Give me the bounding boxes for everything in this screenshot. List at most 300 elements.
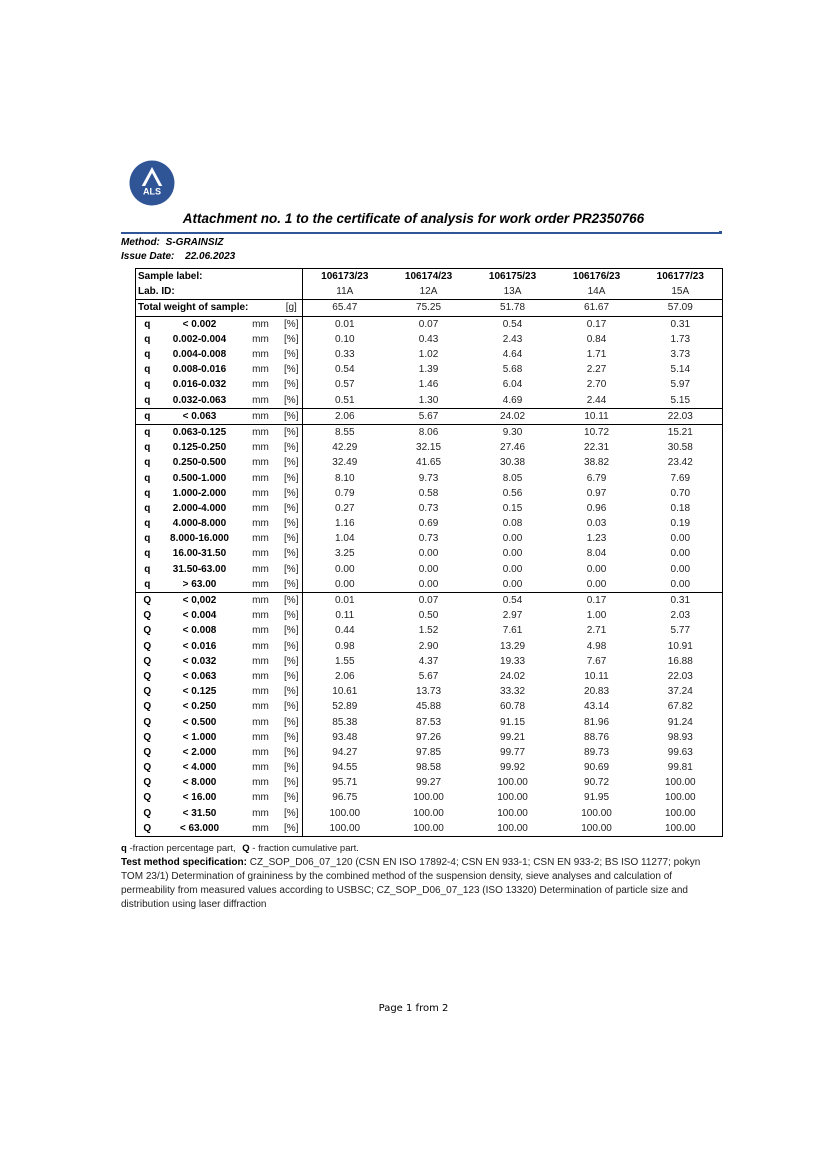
- fraction-value-3: 0.00: [502, 578, 523, 590]
- fraction-symbol: Q: [143, 792, 152, 804]
- fraction-range: < 0.063: [159, 408, 241, 424]
- method-line: [121, 237, 223, 248]
- fraction-value-5: 5.77: [670, 625, 691, 637]
- fraction-range: < 31.50: [182, 807, 217, 819]
- fraction-value-3: 99.77: [500, 746, 526, 758]
- fraction-value-2: 5.67: [418, 670, 439, 682]
- unit-percent: [%]: [281, 424, 303, 440]
- fraction-value-1: 42.29: [332, 442, 358, 454]
- fraction-value-4: 4.98: [586, 640, 607, 652]
- lab-id-2: 12A: [419, 286, 438, 298]
- fraction-row: [136, 592, 723, 608]
- fraction-symbol: Q: [143, 731, 152, 743]
- unit-percent: [%]: [281, 699, 303, 714]
- fraction-value-3: 8.05: [502, 472, 523, 484]
- unit-percent: [%]: [281, 714, 303, 729]
- fraction-value-5: 0.00: [670, 563, 691, 575]
- unit-mm: mm: [252, 610, 269, 622]
- fraction-value-3: 9.30: [471, 424, 555, 440]
- fraction-row: [136, 821, 723, 837]
- fraction-value-1: 100.00: [329, 822, 361, 834]
- lab-id-heading: Lab. ID:: [136, 284, 303, 300]
- fraction-range: < 0.002: [182, 318, 217, 330]
- fraction-row: [136, 486, 723, 501]
- unit-percent: [%]: [281, 775, 303, 790]
- fraction-value-3: 24.02: [471, 408, 555, 424]
- fraction-row: [136, 362, 723, 377]
- fraction-symbol: Q: [143, 777, 152, 789]
- unit-percent: [%]: [281, 577, 303, 593]
- fraction-symbol: q: [144, 457, 151, 469]
- fraction-row: [136, 623, 723, 638]
- fraction-value-3: 0.54: [471, 592, 555, 608]
- unit-mm: mm: [241, 592, 281, 608]
- fraction-row: [136, 440, 723, 455]
- fraction-value-4: 20.83: [584, 686, 610, 698]
- sample-label-5: 106177/23: [656, 271, 704, 283]
- fraction-value-2: 5.67: [387, 408, 471, 424]
- fraction-value-1: 0.00: [335, 563, 355, 575]
- fraction-value-2: 41.65: [416, 457, 442, 469]
- fraction-value-5: 100.00: [664, 777, 696, 789]
- fraction-value-4: 10.11: [584, 670, 609, 682]
- fraction-value-4: 0.97: [586, 487, 607, 499]
- unit-percent: [%]: [281, 377, 303, 392]
- fraction-value-2: 97.85: [416, 746, 442, 758]
- fraction-value-3: 100.00: [497, 807, 528, 819]
- fraction-value-2: 97.26: [416, 731, 442, 743]
- fraction-value-3: 0.00: [502, 563, 523, 575]
- fraction-value-1: 2.06: [303, 408, 387, 424]
- fraction-value-2: 100.00: [413, 792, 444, 804]
- fraction-range: 0.002-0.004: [172, 333, 227, 345]
- unit-percent: [%]: [281, 486, 303, 501]
- fraction-value-5: 23.42: [667, 457, 693, 469]
- fraction-value-2: 2.90: [418, 640, 439, 652]
- fraction-value-4: 6.79: [586, 472, 607, 484]
- unit-mm: mm: [252, 502, 269, 514]
- fraction-row: [136, 377, 723, 392]
- fraction-value-4: 0.96: [586, 502, 607, 514]
- fraction-symbol: q: [144, 442, 151, 454]
- fraction-value-3: 24.02: [500, 670, 526, 682]
- fraction-range: 16.00-31.50: [172, 548, 227, 560]
- fraction-symbol: q: [144, 533, 151, 545]
- sample-label-2: 106174/23: [404, 271, 453, 283]
- fraction-range: > 63.00: [182, 578, 217, 590]
- title-divider-end: [719, 231, 722, 234]
- total-weight-4: 61.67: [555, 300, 639, 316]
- unit-percent: [%]: [281, 332, 303, 347]
- fraction-row: [136, 745, 723, 760]
- fraction-value-1: 0.10: [335, 333, 355, 345]
- unit-mm: mm: [252, 762, 269, 774]
- fraction-symbol: Q: [143, 625, 152, 637]
- fraction-value-5: 3.73: [670, 349, 691, 361]
- fraction-value-4: 43.14: [584, 701, 610, 713]
- fraction-value-2: 9.73: [418, 472, 439, 484]
- fraction-symbol: q: [144, 379, 151, 391]
- fraction-symbol: q: [144, 502, 151, 514]
- spec-text: CZ_SOP_D06_07_120 (CSN EN ISO 17892-4; CSN EN 933-1; CSN EN 933-2; BS ISO 11277; pokyn TOM 23/1) Determination of graininess by the combined method of the suspension density, sieve analyses and calculation of permeability from measured values according to USBSC; CZ_SOP_D06_07_123 (ISO 13320) Determination of particle size and distribution using laser diffraction: [121, 857, 701, 910]
- unit-mm: mm: [252, 349, 269, 361]
- fraction-symbol: Q: [136, 592, 159, 608]
- fraction-value-1: 1.04: [335, 533, 355, 545]
- total-weight-1: 65.47: [303, 300, 387, 316]
- document-title: Attachment no. 1 to the certificate of analysis for work order PR2350766: [182, 211, 645, 226]
- fraction-symbol: Q: [143, 716, 152, 728]
- fraction-value-2: 0.73: [418, 533, 439, 545]
- fraction-value-4: 2.70: [586, 379, 607, 391]
- footnote-q-text: -fraction percentage part,: [126, 843, 236, 854]
- unit-percent: [%]: [281, 745, 303, 760]
- fraction-value-2: 98.58: [416, 762, 442, 774]
- fraction-value-5: 5.15: [670, 394, 691, 406]
- fraction-row: [136, 775, 723, 790]
- fraction-range: 0.500-1.000: [172, 472, 227, 484]
- fraction-row: [136, 408, 723, 424]
- fraction-row: [136, 424, 723, 440]
- fraction-symbol: Q: [143, 670, 152, 682]
- fraction-value-2: 100.00: [413, 822, 444, 834]
- fraction-value-4: 0.03: [586, 518, 607, 530]
- unit-percent: [%]: [281, 440, 303, 455]
- fraction-value-2: 0.50: [418, 610, 439, 622]
- fraction-value-4: 89.73: [584, 746, 610, 758]
- fraction-value-5: 1.73: [670, 333, 691, 345]
- fraction-value-3: 2.43: [502, 333, 523, 345]
- fraction-value-2: 0.58: [418, 487, 439, 499]
- test-method-specification: [121, 856, 721, 912]
- lab-id-row: [136, 284, 723, 300]
- fraction-range: 0.008-0.016: [172, 364, 227, 376]
- fraction-range: 0.250-0.500: [172, 457, 227, 469]
- fraction-value-3: 6.04: [502, 379, 523, 391]
- fraction-value-4: 8.04: [586, 548, 607, 560]
- fraction-row: [136, 639, 723, 654]
- unit-percent: [%]: [281, 592, 303, 608]
- fraction-value-3: 100.00: [497, 822, 528, 834]
- fraction-value-1: 95.71: [332, 777, 358, 789]
- unit-percent: [%]: [281, 516, 303, 531]
- fraction-value-1: 94.55: [332, 762, 358, 774]
- footnote-q-symbol: q: [121, 843, 127, 854]
- fraction-symbol: q: [144, 548, 151, 560]
- total-weight-heading: Total weight of sample:: [136, 300, 281, 316]
- sample-label-3: 106175/23: [488, 271, 537, 283]
- fraction-row: [136, 790, 723, 805]
- issue-date-label: Issue Date:: [121, 251, 175, 262]
- unit-percent: [%]: [281, 470, 303, 485]
- footnote-Q-symbol: Q: [242, 843, 250, 854]
- unit-mm: mm: [252, 487, 269, 499]
- fraction-value-5: 10.91: [667, 640, 693, 652]
- fraction-value-3: 0.56: [502, 487, 523, 499]
- unit-mm: mm: [252, 777, 269, 789]
- unit-mm: mm: [252, 442, 269, 454]
- unit-mm: mm: [252, 548, 269, 560]
- fraction-value-4: 100.00: [581, 822, 612, 834]
- fraction-value-4: 0.17: [555, 592, 639, 608]
- fraction-value-1: 0.11: [335, 610, 355, 622]
- fraction-value-1: 94.27: [332, 746, 358, 758]
- fraction-value-1: 0.57: [335, 379, 355, 391]
- fraction-symbol: q: [144, 578, 151, 590]
- fraction-value-5: 15.21: [639, 424, 723, 440]
- fraction-symbol: Q: [143, 640, 152, 652]
- fraction-value-1: 10.61: [332, 686, 358, 698]
- fraction-value-1: 52.89: [332, 701, 358, 713]
- fraction-value-3: 4.64: [502, 349, 523, 361]
- fraction-row: [136, 516, 723, 531]
- fraction-value-1: 8.10: [335, 472, 355, 484]
- fraction-value-5: 0.70: [670, 487, 691, 499]
- fraction-value-2: 0.73: [418, 502, 439, 514]
- unit-percent: [%]: [281, 730, 303, 745]
- fraction-range: < 16.00: [182, 792, 217, 804]
- method-label: Method:: [121, 237, 160, 248]
- unit-mm: mm: [252, 472, 269, 484]
- fraction-value-1: 0.00: [335, 578, 355, 590]
- fraction-footnote: [121, 843, 359, 854]
- unit-mm: mm: [252, 792, 269, 804]
- fraction-value-4: 2.44: [586, 394, 607, 406]
- fraction-value-5: 0.31: [670, 318, 691, 330]
- fraction-value-5: 0.00: [670, 578, 691, 590]
- fraction-row: [136, 608, 723, 623]
- fraction-value-3: 99.92: [500, 762, 526, 774]
- fraction-row: [136, 760, 723, 775]
- fraction-value-2: 1.39: [418, 364, 439, 376]
- unit-percent: [%]: [281, 669, 303, 684]
- fraction-value-5: 2.03: [670, 610, 691, 622]
- fraction-row: [136, 714, 723, 729]
- fraction-row: [136, 730, 723, 745]
- fraction-value-4: 1.71: [586, 349, 607, 361]
- fraction-range: 0.125-0.250: [172, 442, 227, 454]
- fraction-range: 1.000-2.000: [172, 487, 227, 499]
- fraction-value-5: 100.00: [664, 792, 696, 804]
- fraction-value-3: 0.00: [502, 533, 523, 545]
- fraction-range: 0.032-0.063: [172, 394, 227, 406]
- fraction-value-3: 100.00: [497, 792, 528, 804]
- fraction-value-5: 37.24: [667, 686, 693, 698]
- unit-percent: [%]: [281, 393, 303, 409]
- unit-percent: [%]: [281, 546, 303, 561]
- fraction-range: < 1.000: [182, 731, 217, 743]
- fraction-value-1: 0.44: [335, 625, 355, 637]
- fraction-value-3: 60.78: [500, 701, 526, 713]
- unit-mm: mm: [252, 364, 269, 376]
- fraction-symbol: q: [144, 487, 151, 499]
- fraction-value-5: 5.97: [670, 379, 691, 391]
- fraction-row: [136, 316, 723, 332]
- fraction-value-4: 0.17: [586, 318, 607, 330]
- fraction-value-3: 13.29: [500, 640, 526, 652]
- unit-mm: mm: [252, 394, 269, 406]
- fraction-value-2: 1.52: [418, 625, 439, 637]
- fraction-range: < 0.032: [182, 655, 217, 667]
- fraction-value-1: 0.54: [335, 364, 355, 376]
- fraction-row: [136, 577, 723, 593]
- fraction-value-5: 98.93: [667, 731, 693, 743]
- fraction-value-1: 8.55: [303, 424, 387, 440]
- fraction-symbol: Q: [143, 746, 152, 758]
- fraction-value-2: 100.00: [413, 807, 444, 819]
- unit-percent: [%]: [281, 316, 303, 332]
- unit-mm: mm: [252, 670, 269, 682]
- fraction-range: < 8.000: [182, 777, 217, 789]
- unit-percent: [%]: [281, 639, 303, 654]
- fraction-value-4: 91.95: [584, 792, 610, 804]
- fraction-value-2: 0.00: [418, 578, 439, 590]
- fraction-value-2: 0.69: [418, 518, 439, 530]
- fraction-range: < 0.008: [182, 625, 217, 637]
- fraction-value-1: 93.48: [332, 731, 358, 743]
- fraction-value-5: 30.58: [667, 442, 693, 454]
- fraction-row: [136, 669, 723, 684]
- fraction-range: < 0.125: [182, 686, 217, 698]
- fraction-value-1: 0.33: [335, 349, 355, 361]
- unit-percent: [%]: [281, 623, 303, 638]
- total-weight-3: 51.78: [471, 300, 555, 316]
- fraction-value-1: 0.27: [335, 502, 355, 514]
- fraction-symbol: Q: [143, 807, 152, 819]
- fraction-value-5: 0.00: [670, 548, 691, 560]
- fraction-value-4: 22.31: [584, 442, 610, 454]
- fraction-row: [136, 470, 723, 485]
- unit-percent: [%]: [281, 790, 303, 805]
- fraction-range: 4.000-8.000: [172, 518, 227, 530]
- total-weight-5: 57.09: [639, 300, 723, 316]
- unit-percent: [%]: [281, 455, 303, 470]
- fraction-value-5: 0.18: [670, 502, 691, 514]
- fraction-value-1: 3.25: [335, 548, 355, 560]
- unit-percent: [%]: [281, 531, 303, 546]
- fraction-range: < 2.000: [182, 746, 217, 758]
- fraction-value-3: 0.00: [502, 548, 523, 560]
- unit-percent: [%]: [281, 608, 303, 623]
- page-number: Page 1 from 2: [378, 1003, 449, 1014]
- fraction-value-5: 99.63: [667, 746, 693, 758]
- fraction-row: [136, 684, 723, 699]
- als-logo: [129, 160, 175, 206]
- lab-id-1: 11A: [336, 286, 354, 298]
- unit-percent: [%]: [281, 684, 303, 699]
- fraction-symbol: Q: [143, 822, 152, 834]
- issue-date-line: [121, 251, 235, 262]
- fraction-row: [136, 531, 723, 546]
- fraction-value-4: 100.00: [581, 807, 612, 819]
- unit-mm: mm: [252, 578, 269, 590]
- unit-mm: mm: [252, 563, 269, 575]
- fraction-value-2: 1.02: [418, 349, 439, 361]
- fraction-value-3: 19.33: [500, 655, 526, 667]
- fraction-value-1: 0.01: [303, 592, 387, 608]
- fraction-value-3: 27.46: [500, 442, 526, 454]
- fraction-value-1: 0.98: [335, 640, 355, 652]
- fraction-value-1: 1.55: [335, 655, 355, 667]
- fraction-value-5: 67.82: [667, 701, 693, 713]
- unit-mm: mm: [252, 655, 269, 667]
- fraction-range: 0.063-0.125: [159, 424, 241, 440]
- fraction-symbol: Q: [143, 655, 152, 667]
- fraction-value-1: 0.51: [335, 394, 355, 406]
- fraction-value-4: 0.00: [586, 578, 607, 590]
- fraction-value-4: 2.27: [586, 364, 607, 376]
- fraction-row: [136, 347, 723, 362]
- fraction-value-2: 0.00: [418, 548, 439, 560]
- sample-label-4: 106176/23: [572, 271, 621, 283]
- unit-mm: mm: [241, 424, 281, 440]
- unit-mm: mm: [252, 716, 269, 728]
- fraction-symbol: q: [144, 394, 151, 406]
- sample-label-row: [136, 269, 723, 285]
- fraction-value-2: 1.46: [418, 379, 439, 391]
- fraction-value-5: 16.88: [667, 655, 693, 667]
- fraction-symbol: q: [144, 349, 151, 361]
- unit-mm: mm: [252, 701, 269, 713]
- unit-mm: mm: [252, 518, 269, 530]
- sample-label-1: 106173/23: [321, 271, 369, 283]
- unit-percent: [%]: [281, 760, 303, 775]
- fraction-value-2: 45.88: [416, 701, 442, 713]
- lab-id-4: 14A: [587, 286, 606, 298]
- fraction-row: [136, 699, 723, 714]
- fraction-value-4: 7.67: [586, 655, 607, 667]
- unit-mm: mm: [252, 625, 269, 637]
- fraction-row: [136, 501, 723, 516]
- unit-mm: mm: [252, 457, 269, 469]
- fraction-value-3: 0.08: [502, 518, 523, 530]
- fraction-value-1: 85.38: [332, 716, 358, 728]
- lab-id-5: 15A: [671, 286, 690, 298]
- fraction-value-5: 5.14: [670, 364, 691, 376]
- fraction-range: < 0,002: [159, 592, 241, 608]
- fraction-symbol: Q: [143, 686, 152, 698]
- fraction-value-5: 91.24: [667, 716, 693, 728]
- fraction-value-5: 100.00: [664, 822, 696, 834]
- fraction-value-5: 100.00: [664, 807, 696, 819]
- fraction-value-3: 30.38: [500, 457, 526, 469]
- fraction-value-4: 10.11: [555, 408, 639, 424]
- fraction-value-4: 88.76: [584, 731, 610, 743]
- fraction-value-5: 22.03: [667, 670, 693, 682]
- fraction-value-1: 100.00: [329, 807, 361, 819]
- logo-text: ALS: [143, 186, 161, 197]
- unit-percent: [%]: [281, 562, 303, 577]
- fraction-range: 0.004-0.008: [172, 349, 227, 361]
- fraction-value-3: 5.68: [502, 364, 523, 376]
- fraction-range: < 0.016: [182, 640, 217, 652]
- fraction-value-2: 8.06: [387, 424, 471, 440]
- fraction-value-3: 0.15: [502, 502, 523, 514]
- fraction-row: [136, 546, 723, 561]
- grain-size-table: [135, 268, 723, 837]
- sample-label-heading: Sample label:: [136, 269, 303, 285]
- fraction-value-2: 0.07: [418, 318, 439, 330]
- fraction-range: 2.000-4.000: [172, 502, 227, 514]
- fraction-value-3: 2.97: [502, 610, 523, 622]
- fraction-value-5: 0.00: [670, 533, 691, 545]
- fraction-value-5: 0.31: [639, 592, 723, 608]
- fraction-range: < 63.000: [179, 822, 220, 834]
- fraction-value-4: 90.72: [584, 777, 610, 789]
- fraction-value-5: 22.03: [639, 408, 723, 424]
- fraction-row: [136, 332, 723, 347]
- fraction-row: [136, 562, 723, 577]
- fraction-value-1: 0.79: [335, 487, 355, 499]
